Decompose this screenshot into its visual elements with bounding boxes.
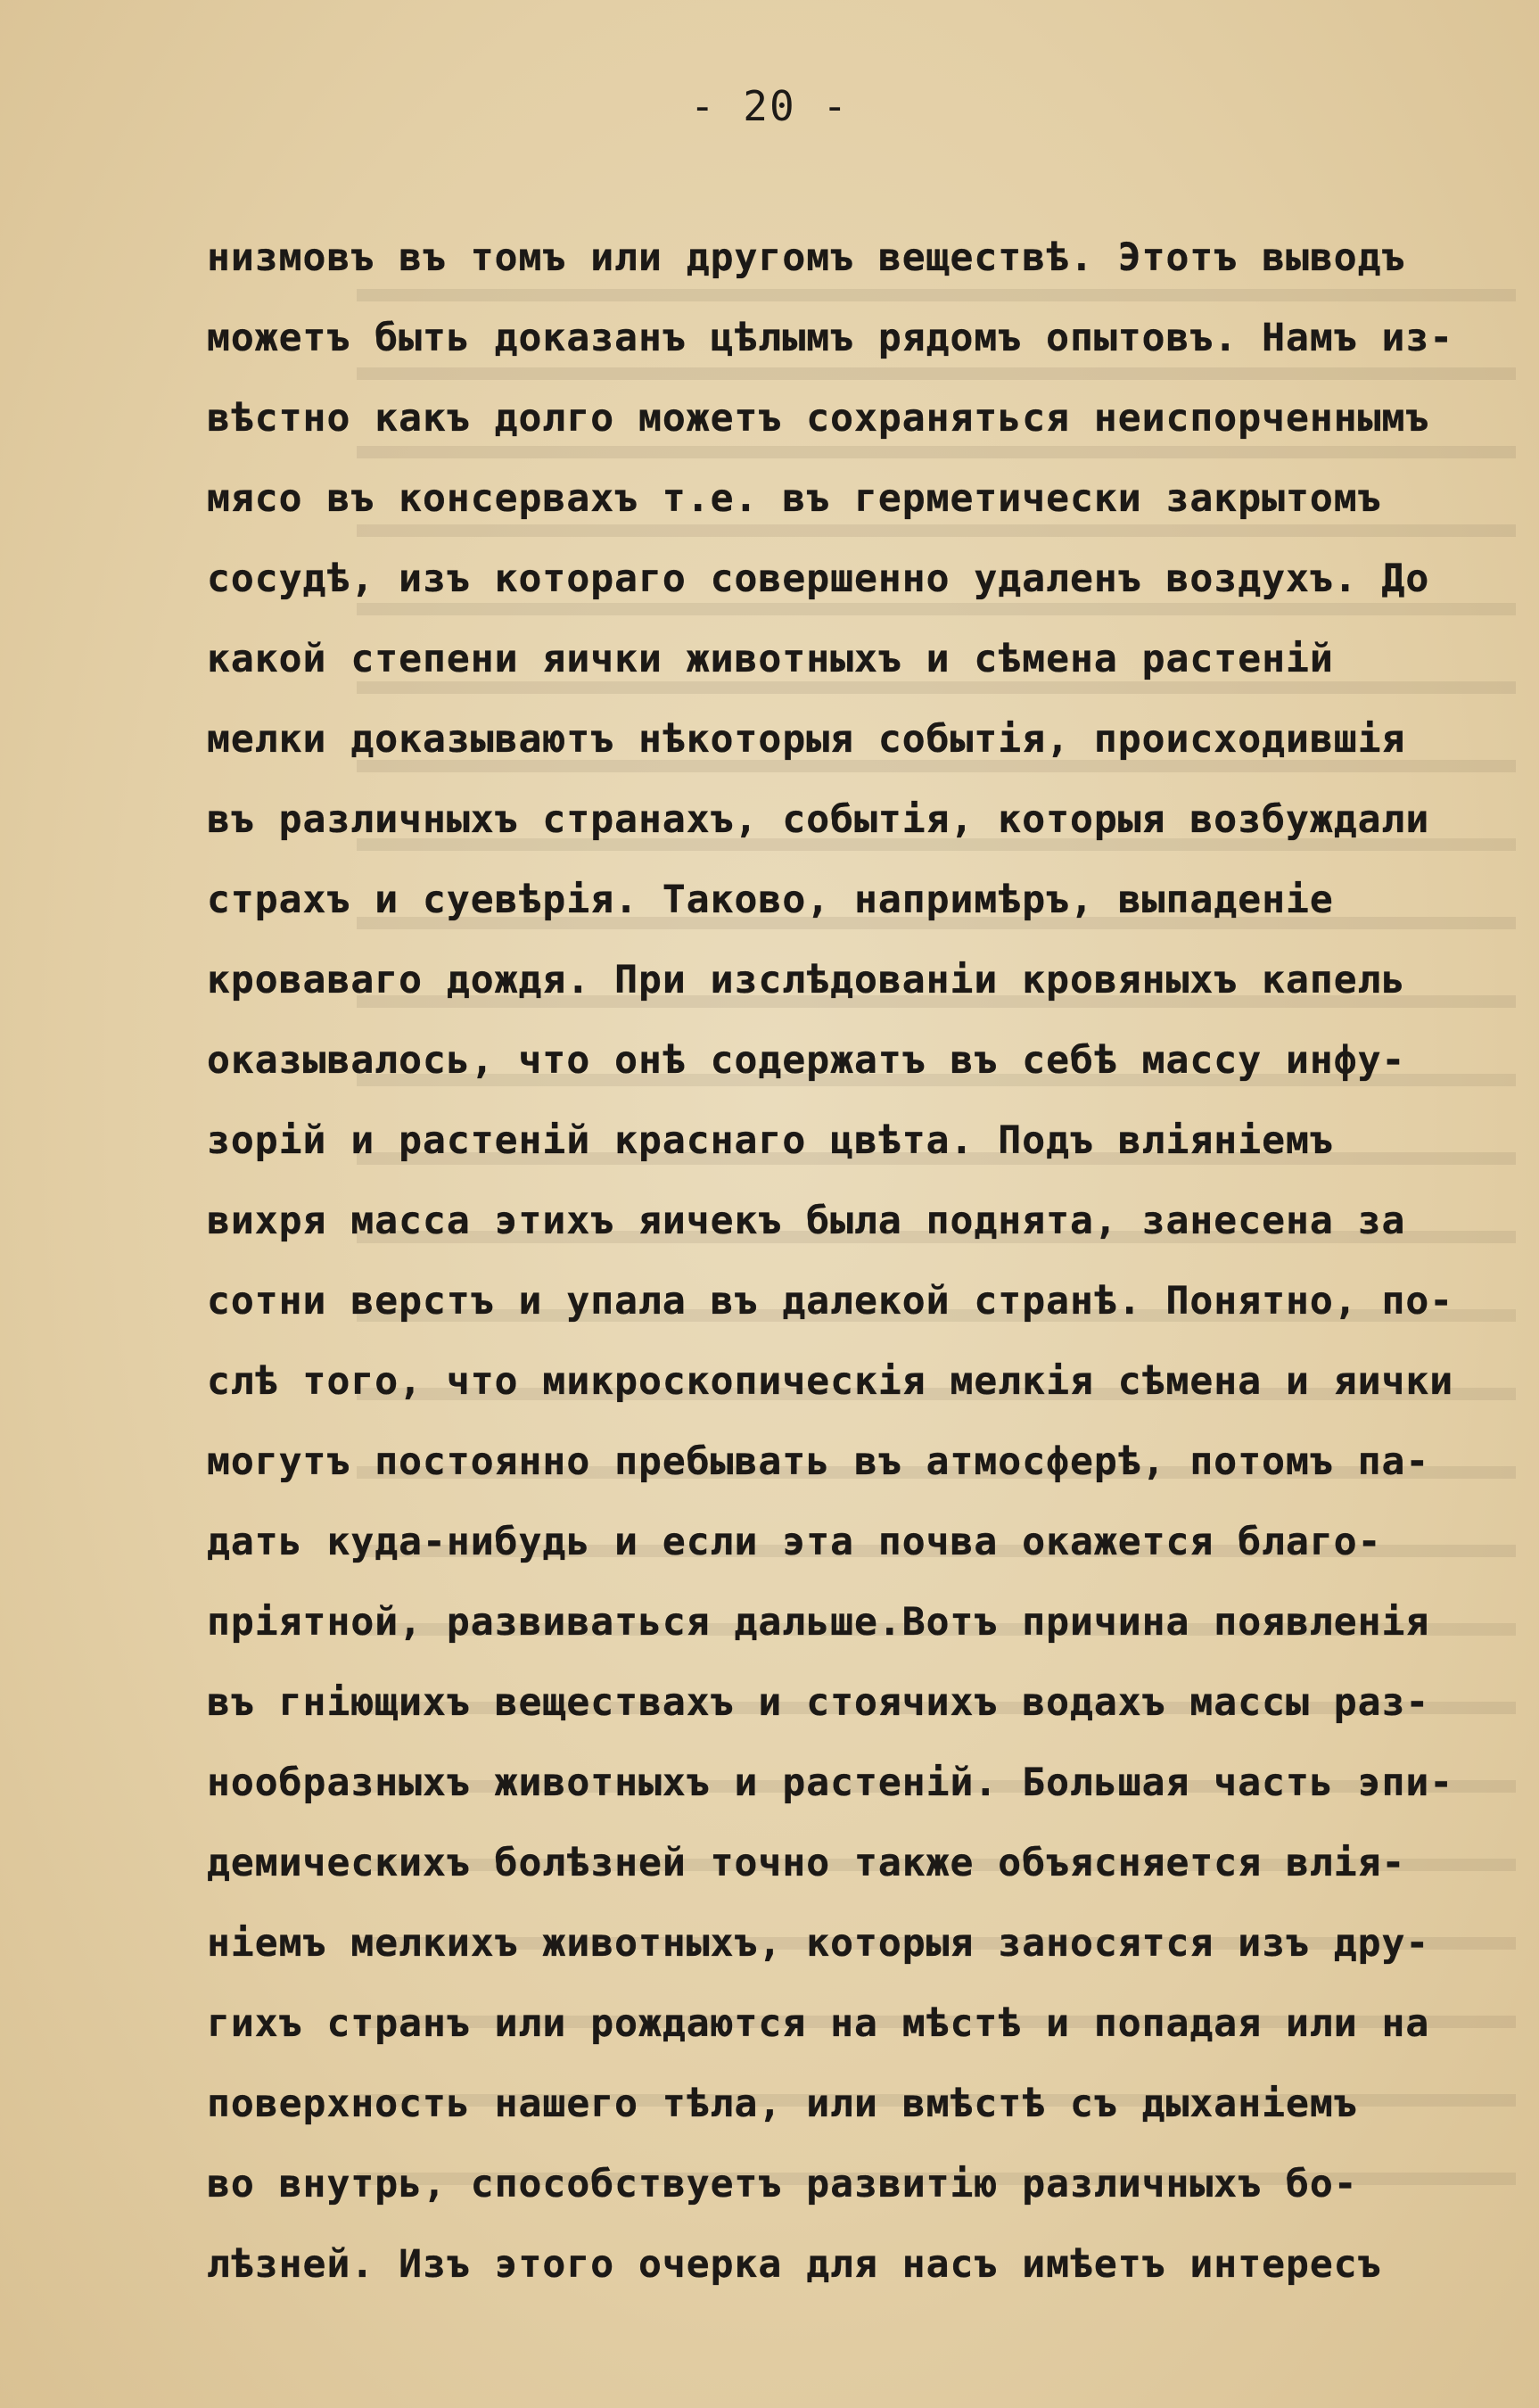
text-line: какой степени яички животныхъ и сѣмена растеній <box>207 637 1334 681</box>
text-line: мясо въ консервахъ т.е. въ герметически закрытомъ <box>207 476 1382 521</box>
text-line: вѣстно какъ долго можетъ сохраняться неиспорченнымъ <box>207 396 1430 441</box>
text-line: гихъ странъ или рождаются на мѣстѣ и попадая или на <box>207 2001 1430 2046</box>
body-text <box>207 218 1473 2305</box>
text-line: сотни верстъ и упала въ далекой странѣ. Понятно, по- <box>207 1279 1454 1324</box>
text-line: лѣзней. Изъ этого очерка для насъ имѣетъ интересъ <box>207 2242 1382 2287</box>
text-line: ніемъ мелкихъ животныхъ, которыя заносятся изъ дру- <box>207 1921 1430 1966</box>
text-line: страхъ и суевѣрія. Таково, напримѣръ, выпаденіе <box>207 878 1334 922</box>
text-line: мелки доказываютъ нѣкоторыя событія, происходившія <box>207 717 1406 762</box>
text-line: во внутрь, способствуетъ развитію различныхъ бо- <box>207 2162 1358 2206</box>
text-line: зорій и растеній краснаго цвѣта. Подъ вліяніемъ <box>207 1118 1334 1163</box>
text-line: можетъ быть доказанъ цѣлымъ рядомъ опытовъ. Намъ из- <box>207 316 1454 360</box>
text-line: низмовъ въ томъ или другомъ веществѣ. Этотъ выводъ <box>207 235 1406 280</box>
text-line: сосудѣ, изъ котораго совершенно удаленъ воздухъ. До <box>207 557 1430 601</box>
text-line: нообразныхъ животныхъ и растеній. Большая часть эпи- <box>207 1761 1454 1805</box>
text-line: демическихъ болѣзней точно также объясняется влія- <box>207 1841 1406 1885</box>
text-line: поверхность нашего тѣла, или вмѣстѣ съ дыханіемъ <box>207 2082 1358 2126</box>
text-line: вихря масса этихъ яичекъ была поднята, занесена за <box>207 1199 1406 1243</box>
text-line: оказывалось, что онѣ содержатъ въ себѣ массу инфу- <box>207 1038 1406 1083</box>
text-line: дать куда-нибудь и если эта почва окажется благо- <box>207 1520 1382 1564</box>
text-line: въ гніющихъ веществахъ и стоячихъ водахъ массы раз- <box>207 1680 1430 1725</box>
text-line: могутъ постоянно пребывать въ атмосферѣ, потомъ па- <box>207 1439 1430 1484</box>
text-line: слѣ того, что микроскопическія мелкія сѣмена и яички <box>207 1359 1454 1404</box>
page-number: - 20 - <box>689 82 850 130</box>
text-line: пріятной, развиваться дальше.Вотъ причина появленія <box>207 1600 1430 1645</box>
text-line: кроваваго дождя. При изслѣдованіи кровяныхъ капель <box>207 958 1406 1002</box>
text-line: въ различныхъ странахъ, событія, которыя возбуждали <box>207 797 1430 842</box>
